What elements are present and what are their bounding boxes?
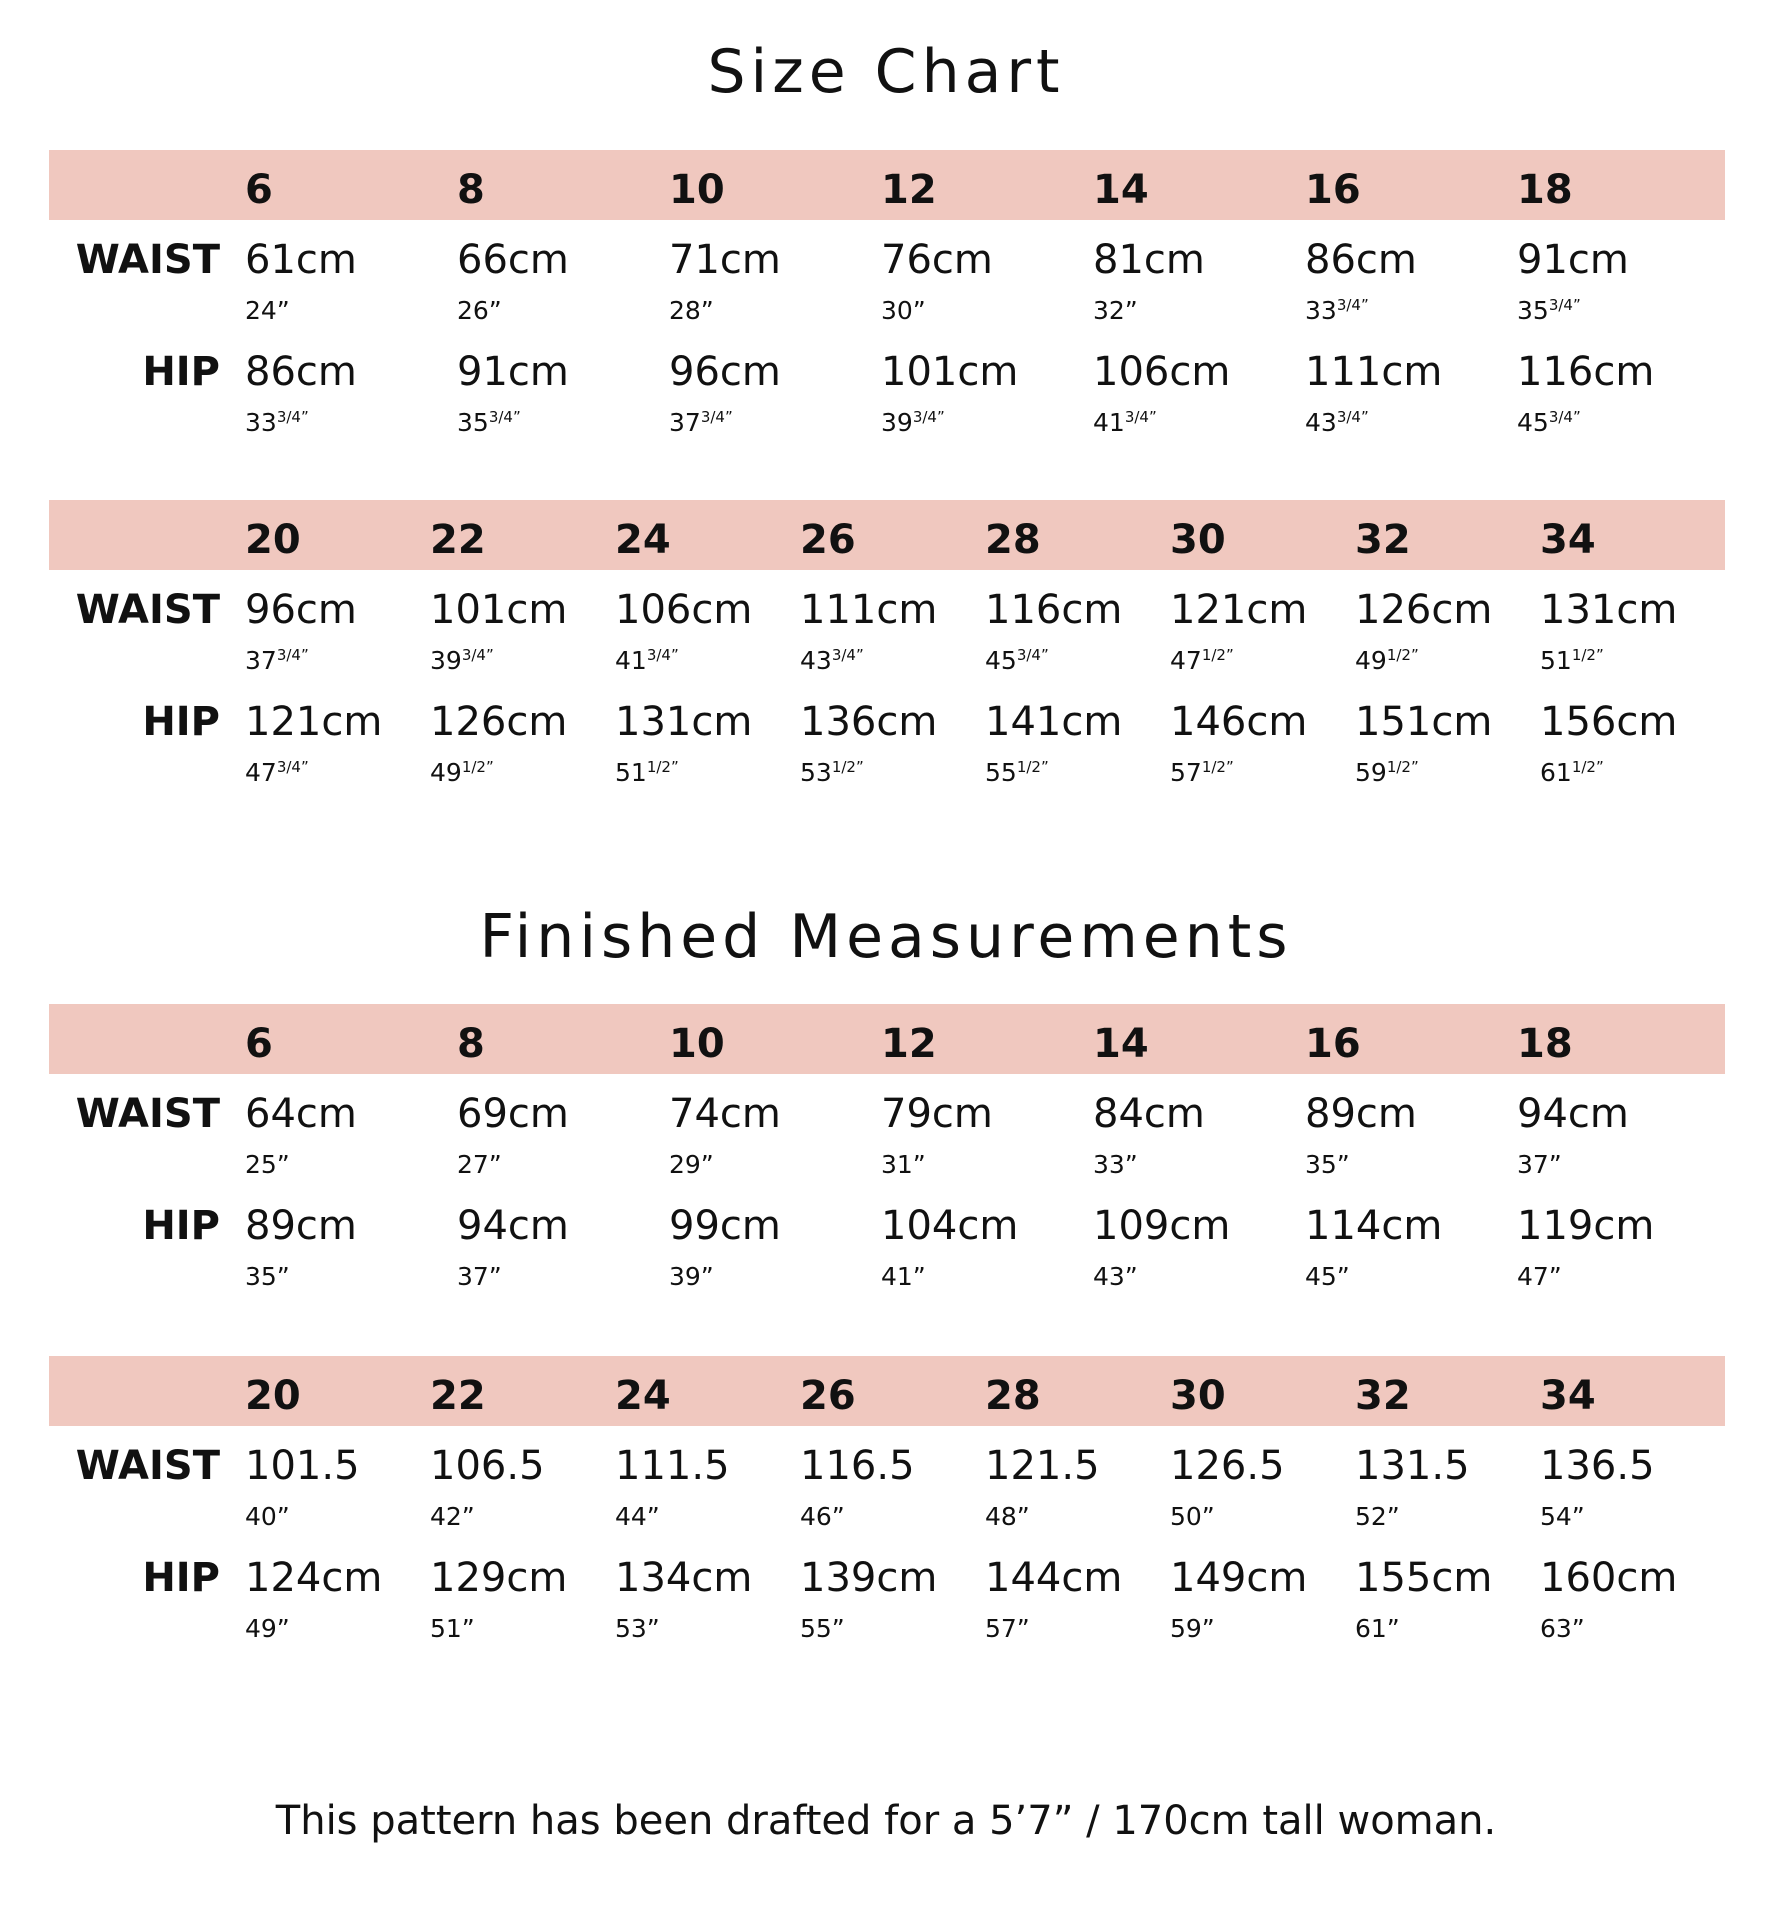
hip-cm-value: 155cm <box>1355 1555 1493 1601</box>
waist-cm-value: 101.5 <box>245 1443 360 1489</box>
inch-whole: 46” <box>800 1502 845 1531</box>
size-label: 18 <box>1517 1021 1573 1067</box>
inch-whole: 49” <box>245 1614 290 1643</box>
finished-measurements-title: Finished Measurements <box>479 902 1293 972</box>
waist-row-label: WAIST <box>75 237 220 283</box>
hip-inch-value <box>1305 1264 1350 1289</box>
hip-inch-value <box>881 410 945 435</box>
waist-inch-value <box>1093 1152 1138 1177</box>
height-note: This pattern has been drafted for a 5’7” / 170cm tall woman. <box>275 1798 1497 1844</box>
size-label: 12 <box>881 1021 937 1067</box>
finished-measurements-table-1 <box>0 1004 1772 1304</box>
inch-whole: 47” <box>1517 1262 1562 1291</box>
hip-row-label: HIP <box>142 349 220 395</box>
inch-whole: 27” <box>457 1150 502 1179</box>
inch-whole: 43 <box>800 646 832 675</box>
inch-fraction: 1/2” <box>1016 758 1049 776</box>
inch-fraction: 3/4” <box>1336 296 1369 314</box>
waist-cm-value: 116.5 <box>800 1443 915 1489</box>
inch-fraction: 3/4” <box>1548 408 1581 426</box>
inch-fraction: 3/4” <box>1336 408 1369 426</box>
inch-whole: 55” <box>800 1614 845 1643</box>
size-label: 14 <box>1093 1021 1149 1067</box>
inch-whole: 63” <box>1540 1614 1585 1643</box>
inch-whole: 45 <box>985 646 1017 675</box>
hip-cm-value: 146cm <box>1170 699 1308 745</box>
inch-fraction: 3/4” <box>276 646 309 664</box>
hip-inch-value <box>1355 760 1419 785</box>
hip-inch-value <box>245 1264 290 1289</box>
waist-inch-value <box>985 1504 1030 1529</box>
waist-cm-value: 66cm <box>457 237 569 283</box>
inch-fraction: 1/2” <box>646 758 679 776</box>
hip-inch-value <box>1093 410 1157 435</box>
waist-inch-value <box>1305 1152 1350 1177</box>
hip-inch-value <box>800 760 864 785</box>
inch-whole: 35” <box>245 1262 290 1291</box>
hip-cm-value: 114cm <box>1305 1203 1443 1249</box>
inch-whole: 42” <box>430 1502 475 1531</box>
hip-cm-value: 89cm <box>245 1203 357 1249</box>
hip-cm-value: 121cm <box>245 699 383 745</box>
hip-cm-value: 91cm <box>457 349 569 395</box>
size-label: 34 <box>1540 1373 1596 1419</box>
hip-cm-value: 139cm <box>800 1555 938 1601</box>
hip-cm-value: 116cm <box>1517 349 1655 395</box>
inch-fraction: 3/4” <box>1016 646 1049 664</box>
size-label: 24 <box>615 517 671 563</box>
inch-fraction: 3/4” <box>912 408 945 426</box>
inch-whole: 43” <box>1093 1262 1138 1291</box>
waist-inch-value <box>1517 1152 1562 1177</box>
inch-whole: 53” <box>615 1614 660 1643</box>
hip-inch-value <box>669 410 733 435</box>
hip-cm-value: 134cm <box>615 1555 753 1601</box>
size-label: 28 <box>985 517 1041 563</box>
waist-inch-value <box>430 648 494 673</box>
size-label: 18 <box>1517 167 1573 213</box>
hip-inch-value <box>881 1264 926 1289</box>
hip-cm-value: 119cm <box>1517 1203 1655 1249</box>
inch-whole: 30” <box>881 296 926 325</box>
hip-cm-value: 156cm <box>1540 699 1678 745</box>
hip-cm-value: 124cm <box>245 1555 383 1601</box>
size-label: 28 <box>985 1373 1041 1419</box>
inch-whole: 48” <box>985 1502 1030 1531</box>
inch-fraction: 1/2” <box>1201 758 1234 776</box>
hip-inch-value <box>1517 1264 1562 1289</box>
inch-fraction: 1/2” <box>1571 646 1604 664</box>
inch-whole: 35” <box>1305 1150 1350 1179</box>
hip-inch-value <box>1170 760 1234 785</box>
waist-inch-value <box>457 1152 502 1177</box>
hip-inch-value <box>1093 1264 1138 1289</box>
inch-whole: 24” <box>245 296 290 325</box>
waist-cm-value: 81cm <box>1093 237 1205 283</box>
inch-fraction: 1/2” <box>461 758 494 776</box>
inch-whole: 37” <box>457 1262 502 1291</box>
inch-whole: 51” <box>430 1614 475 1643</box>
hip-cm-value: 151cm <box>1355 699 1493 745</box>
inch-whole: 39 <box>881 408 913 437</box>
size-chart-table-1 <box>0 150 1772 450</box>
inch-whole: 32” <box>1093 296 1138 325</box>
waist-inch-value <box>1305 298 1369 323</box>
waist-cm-value: 131cm <box>1540 587 1678 633</box>
inch-whole: 49 <box>1355 646 1387 675</box>
inch-whole: 52” <box>1355 1502 1400 1531</box>
hip-inch-value <box>985 760 1049 785</box>
waist-cm-value: 91cm <box>1517 237 1629 283</box>
size-label: 24 <box>615 1373 671 1419</box>
inch-whole: 41 <box>615 646 647 675</box>
hip-cm-value: 149cm <box>1170 1555 1308 1601</box>
hip-cm-value: 111cm <box>1305 349 1443 395</box>
size-label: 26 <box>800 1373 856 1419</box>
inch-whole: 53 <box>800 758 832 787</box>
waist-cm-value: 61cm <box>245 237 357 283</box>
inch-fraction: 1/2” <box>1571 758 1604 776</box>
hip-inch-value <box>245 760 309 785</box>
waist-inch-value <box>245 648 309 673</box>
waist-inch-value <box>881 1152 926 1177</box>
waist-cm-value: 106.5 <box>430 1443 545 1489</box>
waist-inch-value <box>457 298 502 323</box>
waist-row-label: WAIST <box>75 1091 220 1137</box>
hip-inch-value <box>985 1616 1030 1641</box>
waist-cm-value: 101cm <box>430 587 568 633</box>
inch-whole: 37 <box>669 408 701 437</box>
waist-inch-value <box>1540 648 1604 673</box>
waist-inch-value <box>1170 1504 1215 1529</box>
waist-inch-value <box>1093 298 1138 323</box>
hip-inch-value <box>245 1616 290 1641</box>
hip-row-label: HIP <box>142 699 220 745</box>
waist-inch-value <box>985 648 1049 673</box>
inch-fraction: 1/2” <box>1201 646 1234 664</box>
waist-inch-value <box>1355 1504 1400 1529</box>
hip-inch-value <box>1540 760 1604 785</box>
inch-whole: 59 <box>1355 758 1387 787</box>
waist-inch-value <box>430 1504 475 1529</box>
size-label: 26 <box>800 517 856 563</box>
hip-inch-value <box>615 760 679 785</box>
inch-whole: 35 <box>457 408 489 437</box>
inch-whole: 57 <box>1170 758 1202 787</box>
size-chart-table-2 <box>0 500 1772 800</box>
waist-inch-value <box>800 1504 845 1529</box>
hip-row-label: HIP <box>142 1555 220 1601</box>
hip-inch-value <box>430 760 494 785</box>
inch-fraction: 1/2” <box>1386 646 1419 664</box>
inch-fraction: 3/4” <box>831 646 864 664</box>
inch-whole: 57” <box>985 1614 1030 1643</box>
hip-inch-value <box>1540 1616 1585 1641</box>
waist-cm-value: 64cm <box>245 1091 357 1137</box>
waist-cm-value: 79cm <box>881 1091 993 1137</box>
waist-inch-value <box>245 1152 290 1177</box>
waist-cm-value: 96cm <box>245 587 357 633</box>
hip-inch-value <box>430 1616 475 1641</box>
waist-cm-value: 84cm <box>1093 1091 1205 1137</box>
waist-inch-value <box>669 1152 714 1177</box>
size-label: 12 <box>881 167 937 213</box>
hip-inch-value <box>457 1264 502 1289</box>
waist-cm-value: 111.5 <box>615 1443 730 1489</box>
inch-fraction: 1/2” <box>1386 758 1419 776</box>
inch-whole: 45” <box>1305 1262 1350 1291</box>
size-label: 8 <box>457 167 485 213</box>
waist-cm-value: 121.5 <box>985 1443 1100 1489</box>
inch-whole: 39 <box>430 646 462 675</box>
inch-whole: 41” <box>881 1262 926 1291</box>
size-label: 14 <box>1093 167 1149 213</box>
hip-cm-value: 109cm <box>1093 1203 1231 1249</box>
waist-inch-value <box>1170 648 1234 673</box>
hip-inch-value <box>1170 1616 1215 1641</box>
size-chart-title: Size Chart <box>707 37 1065 107</box>
hip-cm-value: 94cm <box>457 1203 569 1249</box>
hip-cm-value: 126cm <box>430 699 568 745</box>
inch-whole: 33 <box>1305 296 1337 325</box>
inch-whole: 55 <box>985 758 1017 787</box>
hip-inch-value <box>615 1616 660 1641</box>
waist-cm-value: 89cm <box>1305 1091 1417 1137</box>
inch-whole: 33 <box>245 408 277 437</box>
inch-whole: 40” <box>245 1502 290 1531</box>
hip-inch-value <box>1305 410 1369 435</box>
inch-whole: 61 <box>1540 758 1572 787</box>
inch-whole: 44” <box>615 1502 660 1531</box>
hip-cm-value: 106cm <box>1093 349 1231 395</box>
size-label: 22 <box>430 1373 486 1419</box>
waist-cm-value: 126cm <box>1355 587 1493 633</box>
hip-inch-value <box>800 1616 845 1641</box>
inch-whole: 39” <box>669 1262 714 1291</box>
waist-cm-value: 69cm <box>457 1091 569 1137</box>
waist-inch-value <box>245 1504 290 1529</box>
inch-whole: 51 <box>1540 646 1572 675</box>
waist-cm-value: 76cm <box>881 237 993 283</box>
inch-whole: 33” <box>1093 1150 1138 1179</box>
size-label: 10 <box>669 167 725 213</box>
waist-cm-value: 94cm <box>1517 1091 1629 1137</box>
waist-inch-value <box>245 298 290 323</box>
hip-cm-value: 141cm <box>985 699 1123 745</box>
finished-measurements-table-2 <box>0 1356 1772 1656</box>
size-label: 30 <box>1170 1373 1226 1419</box>
size-label: 32 <box>1355 517 1411 563</box>
size-label: 32 <box>1355 1373 1411 1419</box>
size-label: 20 <box>245 517 301 563</box>
inch-whole: 26” <box>457 296 502 325</box>
hip-inch-value <box>1355 1616 1400 1641</box>
inch-fraction: 3/4” <box>700 408 733 426</box>
inch-whole: 37” <box>1517 1150 1562 1179</box>
inch-whole: 25” <box>245 1150 290 1179</box>
inch-fraction: 3/4” <box>461 646 494 664</box>
size-label: 30 <box>1170 517 1226 563</box>
hip-cm-value: 99cm <box>669 1203 781 1249</box>
inch-fraction: 3/4” <box>1548 296 1581 314</box>
waist-inch-value <box>1540 1504 1585 1529</box>
inch-whole: 49 <box>430 758 462 787</box>
waist-row-label: WAIST <box>75 587 220 633</box>
hip-inch-value <box>1517 410 1581 435</box>
inch-whole: 47 <box>245 758 277 787</box>
waist-inch-value <box>1517 298 1581 323</box>
inch-fraction: 1/2” <box>831 758 864 776</box>
size-label: 34 <box>1540 517 1596 563</box>
waist-cm-value: 131.5 <box>1355 1443 1470 1489</box>
waist-inch-value <box>800 648 864 673</box>
waist-cm-value: 136.5 <box>1540 1443 1655 1489</box>
hip-cm-value: 101cm <box>881 349 1019 395</box>
hip-inch-value <box>245 410 309 435</box>
inch-whole: 41 <box>1093 408 1125 437</box>
inch-fraction: 3/4” <box>276 758 309 776</box>
waist-inch-value <box>1355 648 1419 673</box>
hip-cm-value: 86cm <box>245 349 357 395</box>
inch-whole: 45 <box>1517 408 1549 437</box>
hip-inch-value <box>669 1264 714 1289</box>
waist-inch-value <box>615 648 679 673</box>
hip-cm-value: 131cm <box>615 699 753 745</box>
inch-whole: 31” <box>881 1150 926 1179</box>
inch-whole: 35 <box>1517 296 1549 325</box>
waist-inch-value <box>669 298 714 323</box>
hip-cm-value: 96cm <box>669 349 781 395</box>
hip-cm-value: 136cm <box>800 699 938 745</box>
size-label: 20 <box>245 1373 301 1419</box>
inch-whole: 43 <box>1305 408 1337 437</box>
size-label: 22 <box>430 517 486 563</box>
size-label: 6 <box>245 1021 273 1067</box>
waist-cm-value: 106cm <box>615 587 753 633</box>
waist-cm-value: 111cm <box>800 587 938 633</box>
size-label: 16 <box>1305 1021 1361 1067</box>
size-label: 6 <box>245 167 273 213</box>
waist-cm-value: 121cm <box>1170 587 1308 633</box>
waist-inch-value <box>881 298 926 323</box>
inch-fraction: 3/4” <box>1124 408 1157 426</box>
inch-whole: 28” <box>669 296 714 325</box>
waist-cm-value: 126.5 <box>1170 1443 1285 1489</box>
hip-inch-value <box>457 410 521 435</box>
size-label: 8 <box>457 1021 485 1067</box>
inch-whole: 51 <box>615 758 647 787</box>
hip-cm-value: 129cm <box>430 1555 568 1601</box>
inch-whole: 59” <box>1170 1614 1215 1643</box>
waist-cm-value: 74cm <box>669 1091 781 1137</box>
inch-fraction: 3/4” <box>488 408 521 426</box>
waist-row-label: WAIST <box>75 1443 220 1489</box>
waist-cm-value: 71cm <box>669 237 781 283</box>
inch-whole: 47 <box>1170 646 1202 675</box>
inch-whole: 29” <box>669 1150 714 1179</box>
inch-fraction: 3/4” <box>646 646 679 664</box>
size-label: 16 <box>1305 167 1361 213</box>
inch-whole: 37 <box>245 646 277 675</box>
hip-cm-value: 144cm <box>985 1555 1123 1601</box>
inch-whole: 50” <box>1170 1502 1215 1531</box>
waist-cm-value: 86cm <box>1305 237 1417 283</box>
hip-cm-value: 160cm <box>1540 1555 1678 1601</box>
waist-inch-value <box>615 1504 660 1529</box>
hip-cm-value: 104cm <box>881 1203 1019 1249</box>
size-label: 10 <box>669 1021 725 1067</box>
inch-fraction: 3/4” <box>276 408 309 426</box>
waist-cm-value: 116cm <box>985 587 1123 633</box>
hip-row-label: HIP <box>142 1203 220 1249</box>
inch-whole: 54” <box>1540 1502 1585 1531</box>
inch-whole: 61” <box>1355 1614 1400 1643</box>
